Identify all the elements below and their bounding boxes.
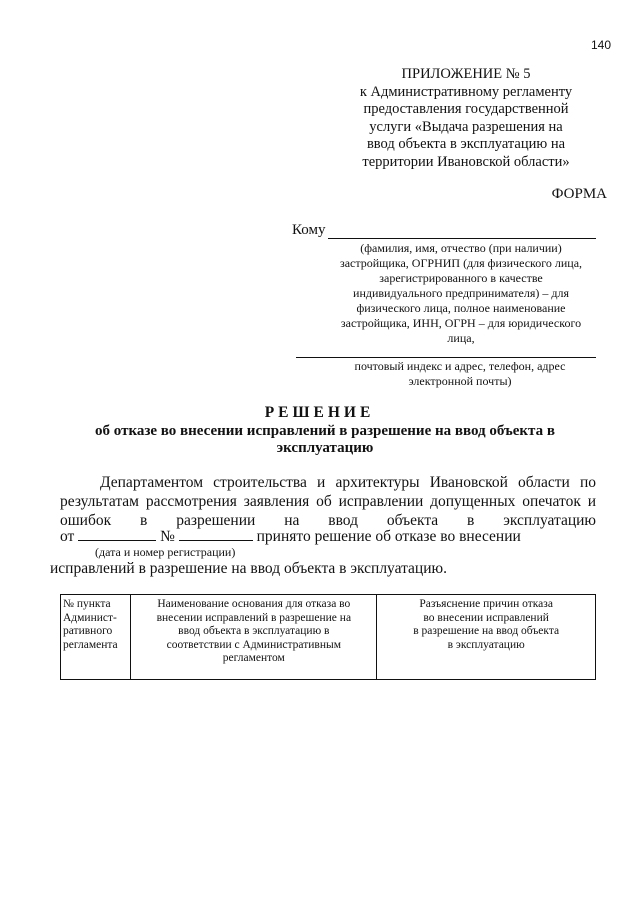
- from-tail: принято решение об отказе во внесении: [256, 528, 521, 545]
- header-line: регламента: [63, 638, 118, 651]
- date-blank[interactable]: [78, 526, 156, 541]
- paragraph-line: результатам рассмотрения заявления об исправлении допущенных опечаток и: [60, 493, 596, 510]
- number-label: №: [160, 528, 175, 545]
- hint-line: физического лица, полное наименование: [356, 301, 566, 315]
- paragraph-line: ошибок в разрешении на ввод объекта в эксплуатацию: [60, 512, 596, 529]
- recipient-hint: [325, 241, 597, 346]
- hint-line: застройщика, ОГРНИП (для физического лица,: [339, 256, 583, 270]
- address-hint: [330, 359, 590, 389]
- registration-row: [60, 526, 596, 546]
- hint-line: (фамилия, имя, отчество (при наличии): [360, 241, 562, 255]
- paragraph-line: Департаментом строительства и архитектуры Ивановской области по: [100, 474, 596, 491]
- subtitle-line: об отказе во внесении исправлений в разрешение на ввод объекта в: [95, 423, 555, 439]
- header-line: Админист-: [63, 611, 117, 624]
- header-line: ративного: [63, 625, 113, 637]
- header-line: регламентом: [222, 652, 285, 664]
- paragraph-last-line: исправлений в разрешение на ввод объекта в эксплуатацию.: [50, 560, 447, 577]
- header-line: соответствии с Административным: [166, 638, 341, 651]
- from-label: от: [60, 528, 75, 545]
- hint-line: почтовый индекс и адрес, телефон, адрес: [354, 359, 566, 373]
- recipient-row: [292, 222, 596, 239]
- header-line: внесении исправлений в разрешение на: [156, 611, 352, 624]
- subtitle-line: эксплуатацию: [276, 440, 374, 456]
- to-label: Кому: [292, 222, 326, 238]
- hint-line: индивидуального предпринимателя) – для: [353, 286, 569, 300]
- table-header-cell: [377, 595, 596, 680]
- table-header-cell: [131, 595, 377, 680]
- reasons-table: [60, 594, 596, 680]
- header-line: во внесении исправлений: [423, 611, 549, 624]
- hint-line: лица,: [447, 331, 475, 345]
- header-line: ввод объекта в эксплуатацию в: [178, 625, 330, 637]
- date-hint: (дата и номер регистрации): [95, 545, 236, 559]
- header-line: Наименование основания для отказа во: [157, 598, 351, 610]
- recipient-blank-line[interactable]: [328, 224, 596, 239]
- appendix-line: ввод объекта в эксплуатацию на: [366, 136, 566, 152]
- appendix-line: услуги «Выдача разрешения на: [369, 118, 563, 135]
- table-header-cell: [61, 595, 131, 680]
- hint-line: электронной почты): [408, 374, 512, 388]
- appendix-header: [330, 66, 602, 171]
- header-line: в эксплуатацию: [447, 638, 525, 651]
- header-line: № пункта: [63, 598, 111, 610]
- decision-title: РЕШЕНИЕ: [264, 404, 375, 421]
- appendix-line: предоставления государственной: [363, 101, 569, 117]
- table-header-row: [61, 595, 596, 680]
- form-label: ФОРМА: [551, 186, 607, 202]
- hint-line: зарегистрированного в качестве: [379, 271, 543, 285]
- decision-subtitle: [60, 423, 590, 457]
- address-blank-line[interactable]: [296, 357, 596, 358]
- appendix-line: ПРИЛОЖЕНИЕ № 5: [401, 66, 531, 82]
- appendix-line: к Административному регламенту: [359, 83, 573, 100]
- header-line: Разъяснение причин отказа: [419, 598, 553, 610]
- body-paragraph: [60, 473, 596, 530]
- hint-line: застройщика, ИНН, ОГРН – для юридического: [340, 316, 582, 330]
- appendix-line: территории Ивановской области»: [362, 153, 570, 170]
- number-blank[interactable]: [179, 526, 253, 541]
- page-number: 140: [590, 38, 611, 52]
- header-line: в разрешение на ввод объекта: [413, 625, 560, 637]
